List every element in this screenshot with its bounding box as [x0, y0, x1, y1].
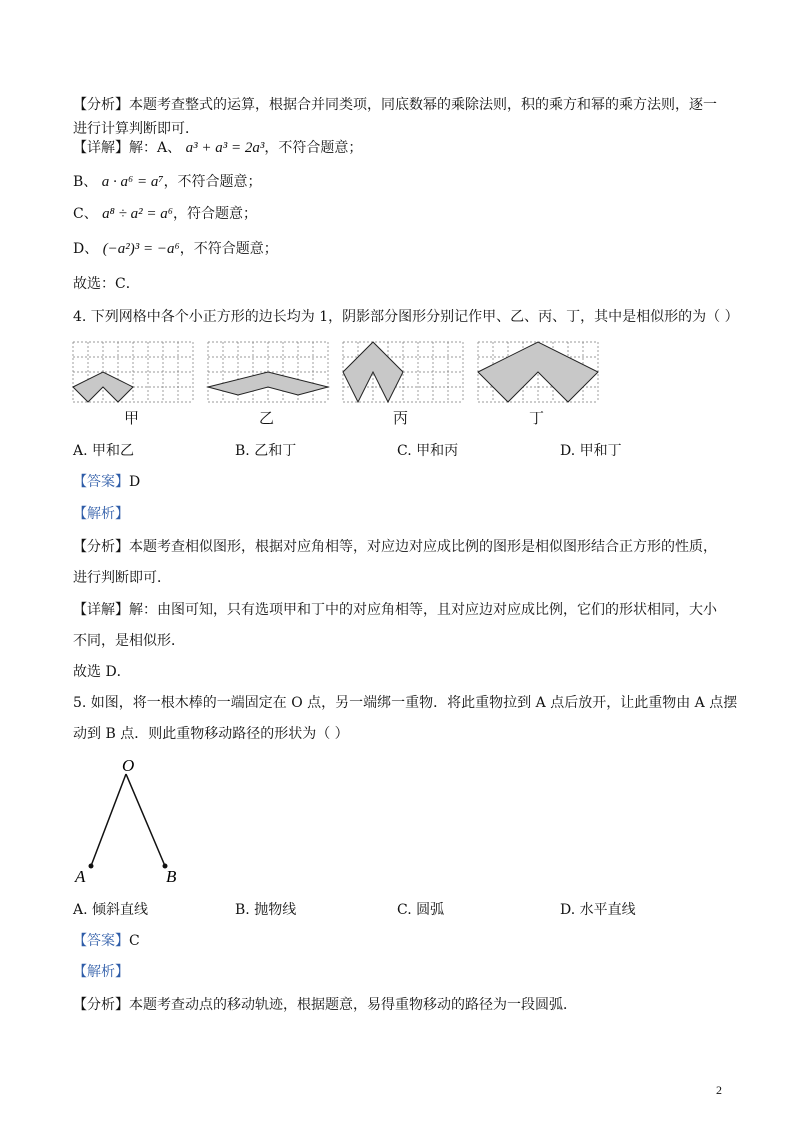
q5-option-a: A. 倾斜直线 [73, 902, 149, 918]
label-yi: 乙 [259, 409, 275, 427]
q3-detail-tag: 【详解】 [73, 140, 129, 156]
q3-detail-a [73, 138, 362, 158]
q4-detail-tag: 【详解】 [73, 602, 129, 618]
rod-oa [91, 774, 126, 866]
figure-yi [207, 342, 329, 402]
q4-option-d: D. 甲和丁 [560, 443, 622, 459]
q4-analysis-tag: 【分析】 [73, 539, 129, 555]
q4-stem: 4. 下列网格中各个小正方形的边长均为 1，阴影部分图形分别记作甲、乙、丙、丁，其中是相似形的为（ ） [73, 309, 739, 325]
q3-analysis-line2: 进行计算判断即可． [73, 121, 199, 137]
q3-b-math: a · a⁶ = a⁷ [101, 174, 164, 190]
q4-answer [73, 472, 140, 492]
q5-analysis-text1: 本题考查动点的移动轨迹，根据题意，易得重物移动的路径为一段圆弧． [129, 997, 577, 1013]
q5-answer-tag: 【答案】 [73, 933, 129, 949]
rod-ob [126, 774, 165, 866]
q5-answer [73, 931, 140, 951]
q3-a-verdict: ，不符合题意； [264, 140, 363, 156]
q4-option-b: B. 乙和丁 [235, 443, 297, 459]
q3-c-prefix: C、 [73, 206, 98, 222]
q3-analysis-tag: 【分析】 [73, 97, 129, 113]
q5-analysis-tag: 【分析】 [73, 997, 129, 1013]
q4-option-a: A. 甲和乙 [73, 443, 135, 459]
q4-analysis-line1 [73, 537, 717, 557]
figure-jia [72, 342, 194, 402]
label-jia: 甲 [124, 409, 140, 427]
q5-stem-line2: 动到 B 点．则此重物移动路径的形状为（ ） [73, 726, 349, 742]
q3-b-verdict: ，不符合题意； [163, 174, 262, 190]
q3-detail-prefix: 解：A、 [129, 140, 182, 156]
q4-analysis-line2: 进行判断即可． [73, 570, 171, 586]
q5-jiexi-tag: 【解析】 [73, 964, 129, 980]
q4-option-c: C. 甲和丙 [397, 443, 459, 459]
bing-shape [343, 342, 403, 402]
q5-stem-line1: 5. 如图，将一根木棒的一端固定在 O 点，另一端绑一重物．将此重物拉到 A 点后放开，让此重物由 A 点摆 [73, 695, 738, 711]
figure-bing [342, 342, 464, 402]
q3-d-math: (−a²)³ = −a⁶ [102, 241, 180, 257]
q5-option-d: D. 水平直线 [560, 902, 636, 918]
q4-conclusion: 故选 D． [73, 664, 131, 680]
figure-ding [477, 342, 599, 402]
q5-analysis-line1 [73, 995, 577, 1015]
q5-option-b: B. 抛物线 [235, 902, 297, 918]
q4-detail-line1 [73, 600, 717, 620]
q4-answer-value: D [129, 474, 141, 490]
q3-analysis-line1 [73, 95, 717, 115]
q4-jiexi-tag: 【解析】 [73, 506, 129, 522]
label-bing: 丙 [393, 409, 409, 427]
q4-answer-tag: 【答案】 [73, 474, 129, 490]
q5-option-c: C. 圆弧 [397, 902, 445, 918]
q3-d-verdict: ，不符合题意； [179, 241, 278, 257]
q3-answer: 故选：C． [73, 276, 140, 292]
q3-c-verdict: ，符合题意； [172, 206, 257, 222]
q3-detail-c [73, 204, 257, 224]
q3-detail-d [73, 239, 278, 259]
q3-detail-b [73, 172, 262, 192]
q3-b-prefix: B、 [73, 174, 98, 190]
label-a: A [75, 867, 86, 886]
q4-detail-text1: 解：由图可知，只有选项甲和丁中的对应角相等，且对应边对应成比例，它们的形状相同，大小 [129, 602, 717, 618]
ding-shape [478, 342, 598, 402]
q3-a-math: a³ + a³ = 2a³ [185, 140, 265, 156]
q3-analysis-text1: 本题考查整式的运算，根据合并同类项，同底数幂的乘除法则，积的乘方和幂的乘方法则，逐一 [129, 97, 717, 113]
q3-d-prefix: D、 [73, 241, 99, 257]
label-o: O [122, 756, 135, 775]
label-b: B [166, 867, 177, 886]
jia-shape [73, 372, 133, 402]
q4-analysis-text1: 本题考查相似图形，根据对应角相等，对应边对应成比例的图形是相似图形结合正方形的性质， [129, 539, 717, 555]
label-ding: 丁 [529, 409, 545, 427]
q4-detail-line2: 不同，是相似形． [73, 633, 185, 649]
page-number: 2 [716, 1083, 722, 1097]
q5-answer-value: C [129, 933, 140, 949]
q3-c-math: a⁸ ÷ a² = a⁶ [102, 206, 173, 222]
point-a-dot [89, 864, 94, 869]
pendulum-figure [70, 752, 190, 892]
